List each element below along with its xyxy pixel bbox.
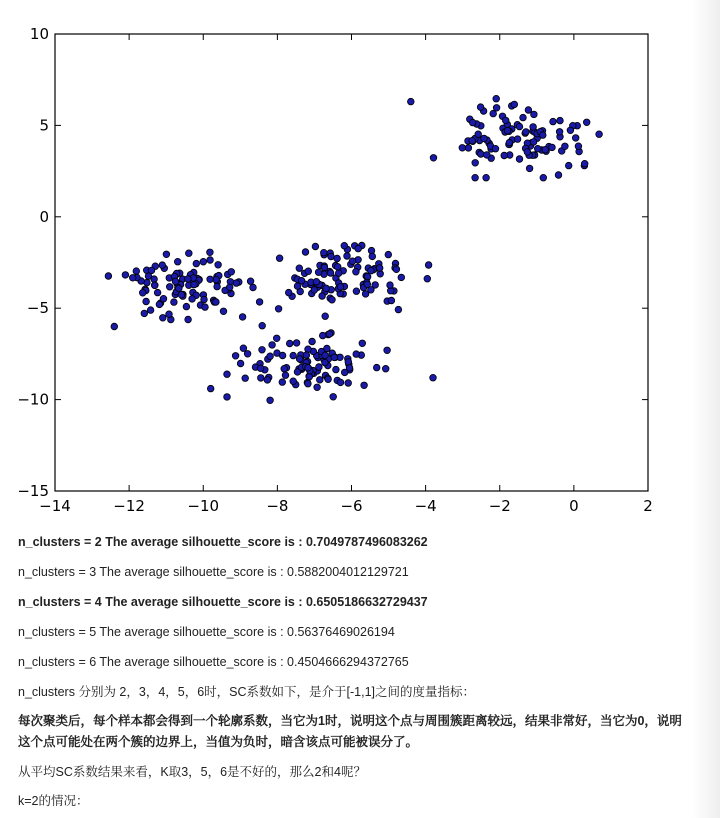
data-point <box>226 284 233 291</box>
data-point <box>472 174 479 181</box>
data-point <box>290 378 297 385</box>
y-tick-label: −15 <box>17 482 49 500</box>
data-point <box>555 172 562 179</box>
result-line-k5: n_clusters = 5 The average silhouette_score is : 0.56376469026194 <box>18 625 395 639</box>
data-point <box>285 289 292 296</box>
data-point <box>341 242 348 249</box>
data-point <box>276 255 283 262</box>
data-point <box>459 145 466 152</box>
data-point <box>247 278 254 285</box>
data-point <box>526 165 533 172</box>
data-point <box>250 284 257 291</box>
data-point <box>540 174 547 181</box>
data-point <box>224 371 231 378</box>
data-point <box>567 127 574 134</box>
data-point <box>257 365 264 372</box>
data-point <box>387 282 394 289</box>
data-point <box>296 356 303 363</box>
data-point <box>388 297 395 304</box>
data-point <box>490 110 497 117</box>
y-tick-label: 5 <box>39 116 49 135</box>
data-point <box>186 250 193 257</box>
data-point <box>141 310 148 317</box>
data-point <box>382 365 389 372</box>
data-point <box>550 118 557 125</box>
data-point <box>215 262 222 269</box>
data-point <box>163 251 170 258</box>
data-point <box>293 340 300 347</box>
data-point <box>353 351 360 358</box>
data-point <box>520 114 527 121</box>
data-point <box>475 131 482 138</box>
data-point <box>530 124 537 131</box>
data-point <box>322 352 329 359</box>
x-tick-label: −8 <box>266 497 289 515</box>
data-point <box>305 380 312 387</box>
data-point <box>596 131 603 138</box>
data-point <box>214 283 221 290</box>
data-point <box>228 269 235 276</box>
data-point <box>322 359 329 366</box>
data-point <box>259 347 266 354</box>
data-point <box>258 375 265 382</box>
data-point <box>335 270 342 277</box>
data-point <box>189 296 196 303</box>
data-point <box>525 107 532 114</box>
data-point <box>469 137 476 144</box>
data-point <box>337 379 344 386</box>
data-point <box>465 145 472 152</box>
data-point <box>174 258 181 265</box>
data-point <box>523 129 530 136</box>
data-point <box>314 384 321 391</box>
data-point <box>282 372 289 379</box>
data-point <box>151 282 158 289</box>
x-tick-label: 0 <box>569 497 579 515</box>
data-point <box>298 277 305 284</box>
explanation-paragraph: 每次聚类后，每个样本都会得到一个轮廓系数，当它为1时，说明这个点与周围簇距离较远，结果非常好，当它为0，说明这个点可能处在两个簇的边界上，当值为负时，暗含该点可能被误分了。 <box>18 714 682 749</box>
data-point <box>556 129 563 136</box>
data-point <box>178 292 185 299</box>
data-point <box>311 287 318 294</box>
data-point <box>424 275 431 282</box>
data-point <box>317 377 324 384</box>
data-point <box>345 359 352 366</box>
data-point <box>516 156 523 163</box>
data-point <box>469 119 476 126</box>
data-point <box>322 313 329 320</box>
data-point <box>240 345 247 352</box>
y-tick-label: 0 <box>39 207 49 226</box>
data-point <box>213 299 220 306</box>
data-point <box>191 281 198 288</box>
data-point <box>376 265 383 272</box>
data-point <box>269 342 276 349</box>
data-point <box>472 160 479 167</box>
result-line-k3: n_clusters = 3 The average silhouette_score is : 0.5882004012129721 <box>18 565 409 579</box>
data-point <box>345 380 352 387</box>
data-point <box>154 289 161 296</box>
data-point <box>319 293 326 300</box>
data-point <box>273 335 280 342</box>
data-point <box>279 352 286 359</box>
data-point <box>275 306 282 313</box>
data-point <box>398 274 405 281</box>
data-point <box>129 275 136 282</box>
result-line-k2: n_clusters = 2 The average silhouette_score is : 0.7049787496083262 <box>18 535 428 549</box>
data-point <box>530 139 537 146</box>
result-line-k4: n_clusters = 4 The average silhouette_score is : 0.6505186632729437 <box>18 595 428 609</box>
data-point <box>369 253 376 260</box>
data-point <box>259 322 266 329</box>
data-point <box>279 379 286 386</box>
data-point <box>572 135 579 142</box>
data-point <box>172 278 179 285</box>
data-point <box>256 299 263 306</box>
data-point <box>159 262 166 269</box>
y-tick-label: −5 <box>26 299 49 318</box>
data-point <box>237 360 244 367</box>
data-point <box>286 340 293 347</box>
data-point <box>202 304 209 311</box>
data-point <box>143 298 150 305</box>
data-point <box>213 276 220 283</box>
data-point <box>524 149 531 156</box>
data-point <box>493 95 500 102</box>
data-point <box>105 273 112 280</box>
data-point <box>207 257 214 264</box>
data-point <box>430 155 437 162</box>
page-edge-shadow <box>692 0 720 818</box>
data-point <box>408 98 415 105</box>
data-point <box>321 249 328 256</box>
data-point <box>531 111 538 118</box>
y-tick-label: 10 <box>29 25 49 43</box>
data-point <box>477 104 484 111</box>
data-point <box>516 123 523 130</box>
data-point <box>207 385 214 392</box>
data-point <box>368 287 375 294</box>
data-point <box>281 365 288 372</box>
x-tick-label: −12 <box>113 497 145 515</box>
data-point <box>549 144 556 151</box>
k2-heading: k=2的情况： <box>18 794 89 808</box>
data-point <box>368 267 375 274</box>
data-point <box>355 245 362 252</box>
data-point <box>267 397 274 404</box>
data-point <box>264 377 271 384</box>
data-point <box>346 365 353 372</box>
data-point <box>111 323 118 330</box>
data-point <box>395 306 402 313</box>
data-point <box>185 276 192 283</box>
data-point <box>302 249 309 256</box>
data-point <box>224 394 231 401</box>
data-point <box>325 376 332 383</box>
data-point <box>145 273 152 280</box>
data-point <box>176 285 183 292</box>
x-tick-label: −4 <box>414 497 437 515</box>
data-point <box>296 265 303 272</box>
data-point <box>193 260 200 267</box>
data-point <box>483 174 490 181</box>
data-point <box>316 364 323 371</box>
data-point <box>303 352 310 359</box>
summary-line: n_clusters 分别为 2，3，4，5，6时，SC系数如下，是介于[-1,1]之间的度量指标： <box>18 685 476 699</box>
data-point <box>200 258 207 265</box>
data-point <box>575 143 582 150</box>
data-point <box>122 272 129 279</box>
data-point <box>353 269 360 276</box>
data-point <box>305 268 312 275</box>
scatter-chart <box>0 20 670 520</box>
x-tick-label: −14 <box>39 497 71 515</box>
data-point <box>242 375 249 382</box>
data-point <box>349 258 356 265</box>
scatter-plot <box>0 20 670 520</box>
y-tick-label: −10 <box>17 390 49 409</box>
x-tick-label: 2 <box>643 497 653 515</box>
data-point <box>581 160 588 167</box>
result-line-k6: n_clusters = 6 The average silhouette_score is : 0.4504666294372765 <box>18 655 409 669</box>
data-point <box>309 338 316 345</box>
data-point <box>207 249 214 256</box>
data-point <box>373 364 380 371</box>
data-point <box>542 146 549 153</box>
data-point <box>478 151 485 158</box>
data-point <box>147 307 154 314</box>
data-point <box>384 347 391 354</box>
data-point <box>321 264 328 271</box>
data-point <box>183 303 190 310</box>
data-point <box>326 331 333 338</box>
data-point <box>344 253 351 260</box>
data-point <box>327 270 334 277</box>
data-point <box>583 119 590 126</box>
data-point <box>232 353 239 360</box>
data-point <box>305 365 312 372</box>
data-point <box>425 262 432 269</box>
data-point <box>557 117 564 124</box>
x-tick-label: −6 <box>340 497 363 515</box>
data-point <box>323 285 330 292</box>
x-tick-label: −2 <box>488 497 511 515</box>
data-point <box>504 127 511 134</box>
data-point <box>160 295 167 302</box>
data-point <box>312 243 319 250</box>
data-point <box>220 308 227 315</box>
data-point <box>540 132 547 139</box>
data-point <box>385 251 392 258</box>
data-point <box>481 135 488 142</box>
data-point <box>313 278 320 285</box>
data-point <box>334 255 341 262</box>
data-point <box>492 145 499 152</box>
data-point <box>330 394 337 401</box>
data-point <box>430 374 437 381</box>
data-point <box>239 314 246 321</box>
data-point <box>353 288 360 295</box>
data-point <box>233 280 240 287</box>
data-point <box>361 382 368 389</box>
data-point <box>185 316 192 323</box>
data-point <box>166 284 173 291</box>
data-point <box>171 299 178 306</box>
data-point <box>359 340 366 347</box>
data-point <box>337 284 344 291</box>
data-point <box>306 373 313 380</box>
data-point <box>562 143 569 150</box>
data-point <box>334 264 341 271</box>
data-point <box>534 145 541 152</box>
data-point <box>166 311 173 318</box>
data-point <box>156 301 163 308</box>
data-point <box>160 315 167 322</box>
data-point <box>201 296 208 303</box>
data-point <box>514 136 521 143</box>
data-point <box>331 354 338 361</box>
data-point <box>290 352 297 359</box>
data-point <box>393 266 400 273</box>
data-point <box>502 117 509 124</box>
data-point <box>484 152 491 159</box>
data-point <box>267 353 274 360</box>
data-point <box>511 101 518 108</box>
data-point <box>319 332 326 339</box>
data-point <box>329 297 336 304</box>
x-tick-label: −10 <box>187 497 220 515</box>
data-point <box>133 268 140 275</box>
data-point <box>207 276 214 283</box>
data-point <box>244 351 251 358</box>
question-line: 从平均SC系数结果来看，K取3，5，6是不好的，那么2和4呢？ <box>18 765 366 779</box>
data-point <box>501 152 508 159</box>
data-point <box>315 269 322 276</box>
data-point <box>139 290 146 297</box>
data-point <box>565 162 572 169</box>
data-point <box>328 253 335 260</box>
data-point <box>333 366 340 373</box>
data-point <box>506 139 513 146</box>
